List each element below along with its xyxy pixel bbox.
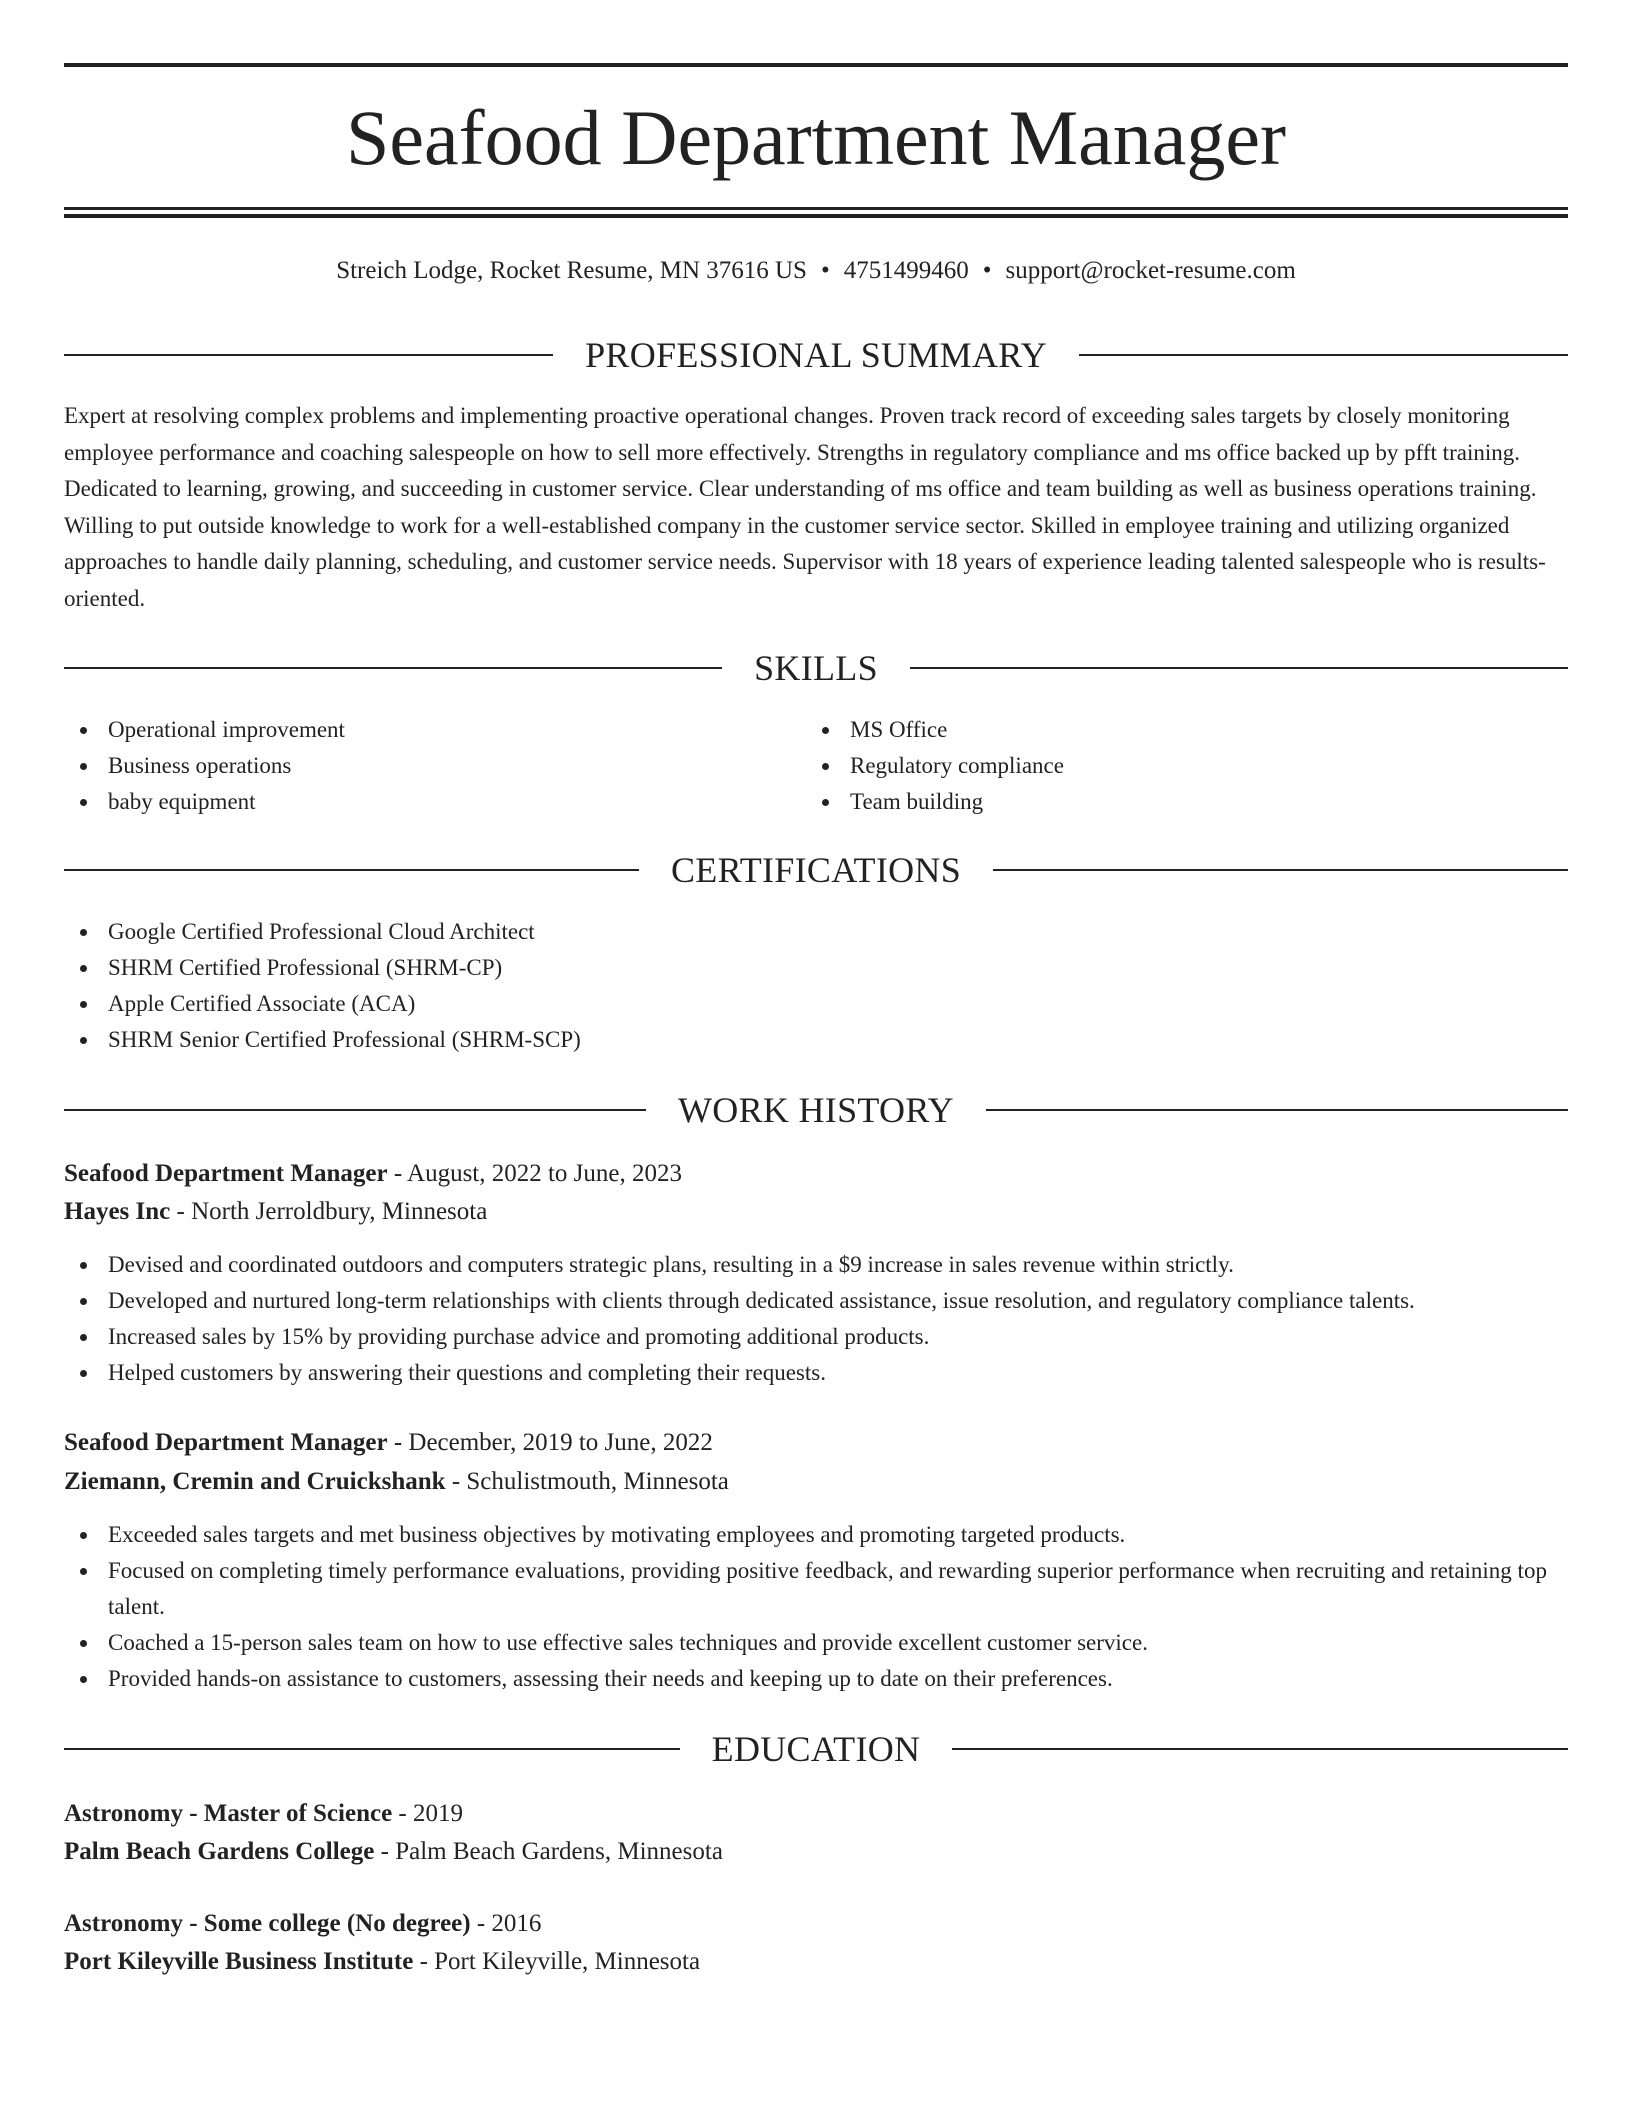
section-header-summary xyxy=(64,332,1568,378)
section-title-summary: PROFESSIONAL SUMMARY xyxy=(585,335,1047,375)
skill-item: Operational improvement xyxy=(64,712,764,748)
title-double-rule xyxy=(64,207,1568,218)
job-bullet: Focused on completing timely performance evaluations, providing positive feedback, and rewarding superior performance when recruiting and retaining top talent. xyxy=(64,1553,1568,1625)
section-rule xyxy=(993,869,1568,871)
education-year: - 2019 xyxy=(392,1800,463,1827)
job-bullet: Exceeded sales targets and met business objectives by motivating employees and promoting targeted products. xyxy=(64,1517,1568,1553)
section-title-skills: SKILLS xyxy=(754,648,878,688)
job-company: Ziemann, Cremin and Cruickshank xyxy=(64,1468,446,1495)
education-degree-line xyxy=(64,1905,1568,1943)
section-rule xyxy=(952,1748,1568,1750)
skill-item: Business operations xyxy=(64,748,764,784)
job-dates: - December, 2019 to June, 2022 xyxy=(387,1429,713,1456)
skill-item: MS Office xyxy=(806,712,1506,748)
job-title-line xyxy=(64,1155,1568,1193)
education-school: Palm Beach Gardens College xyxy=(64,1838,375,1865)
job-bullet: Devised and coordinated outdoors and computers strategic plans, resulting in a $9 increase in sales revenue within strictly. xyxy=(64,1247,1568,1283)
skill-item: Regulatory compliance xyxy=(806,748,1506,784)
contact-separator: • xyxy=(982,257,992,284)
job-title-line xyxy=(64,1424,1568,1462)
contact-phone: 4751499460 xyxy=(843,257,969,284)
job-company: Hayes Inc xyxy=(64,1198,171,1225)
section-rule xyxy=(64,354,553,356)
education-school: Port Kileyville Business Institute xyxy=(64,1948,414,1975)
education-school-line xyxy=(64,1943,1568,1981)
education-degree-line xyxy=(64,1795,1568,1833)
certifications-list xyxy=(64,914,1568,1058)
education-degree: Astronomy - Master of Science xyxy=(64,1800,393,1827)
summary-text: Expert at resolving complex problems and implementing proactive operational changes. Proven track record of exceeding sales targets by closely monitoring employee performance and coaching salespeople on how to sell more effectively. Strengths in regulatory compliance and ms office backed up by pfft training. Dedicated to learning, growing, and succeeding in customer service. Clear understanding of ms office and team building as well as business operations training. Willing to put outside knowledge to work for a well-established company in the customer service sector. Skilled in employee training and utilizing organized approaches to handle daily planning, scheduling, and customer service needs. Supervisor with 18 years of experience leading talented salespeople who is results-oriented. xyxy=(64,403,1546,611)
education-degree: Astronomy - Some college (No degree) xyxy=(64,1910,471,1937)
section-rule xyxy=(64,1109,646,1111)
section-rule xyxy=(64,667,722,669)
section-header-education xyxy=(64,1726,1568,1772)
education-year: - 2016 xyxy=(470,1910,542,1937)
section-title-certifications: CERTIFICATIONS xyxy=(670,850,962,890)
job-location: - Schulistmouth, Minnesota xyxy=(445,1468,729,1495)
job-bullet: Provided hands-on assistance to customers, assessing their needs and keeping up to date on their preferences. xyxy=(64,1661,1568,1697)
section-rule xyxy=(910,667,1568,669)
job-company-line xyxy=(64,1463,1568,1501)
certification-item: Google Certified Professional Cloud Architect xyxy=(64,914,1568,950)
job-location: - North Jerroldbury, Minnesota xyxy=(170,1198,488,1225)
contact-address: Streich Lodge, Rocket Resume, MN 37616 US xyxy=(336,257,807,284)
section-header-work-history xyxy=(64,1087,1568,1133)
education-location: - Port Kileyville, Minnesota xyxy=(413,1948,701,1975)
contact-line xyxy=(64,253,1568,289)
contact-email: support@rocket-resume.com xyxy=(1005,257,1296,284)
certification-item: SHRM Senior Certified Professional (SHRM-SCP) xyxy=(64,1022,1568,1058)
section-rule xyxy=(64,1748,680,1750)
certification-item: SHRM Certified Professional (SHRM-CP) xyxy=(64,950,1568,986)
education-location: - Palm Beach Gardens, Minnesota xyxy=(374,1838,723,1865)
job-bullets xyxy=(64,1517,1568,1697)
job-title: Seafood Department Manager xyxy=(64,1429,388,1456)
job-title: Seafood Department Manager xyxy=(64,1160,388,1187)
section-rule xyxy=(1079,354,1568,356)
section-header-certifications xyxy=(64,847,1568,893)
section-title-work-history: WORK HISTORY xyxy=(678,1090,954,1130)
job-bullet: Helped customers by answering their questions and completing their requests. xyxy=(64,1355,1568,1391)
skill-item: Team building xyxy=(806,784,1506,820)
section-title-education: EDUCATION xyxy=(711,1729,921,1769)
certification-item: Apple Certified Associate (ACA) xyxy=(64,986,1568,1022)
job-bullet: Coached a 15-person sales team on how to use effective sales techniques and provide excellent customer service. xyxy=(64,1625,1568,1661)
section-header-skills xyxy=(64,645,1568,691)
section-rule xyxy=(64,869,639,871)
job-dates: - August, 2022 to June, 2023 xyxy=(387,1160,683,1187)
page-title: Seafood Department Manager xyxy=(346,94,1286,181)
top-rule xyxy=(64,63,1568,67)
section-rule xyxy=(986,1109,1568,1111)
job-company-line xyxy=(64,1193,1568,1231)
skills-list-right xyxy=(806,712,1506,820)
skills-list-left xyxy=(64,712,764,820)
job-bullet: Developed and nurtured long-term relationships with clients through dedicated assistance, issue resolution, and regulatory compliance talents. xyxy=(64,1283,1568,1319)
job-bullet: Increased sales by 15% by providing purchase advice and promoting additional products. xyxy=(64,1319,1568,1355)
contact-separator: • xyxy=(820,257,830,284)
job-bullets xyxy=(64,1247,1568,1391)
education-school-line xyxy=(64,1833,1568,1871)
skill-item: baby equipment xyxy=(64,784,764,820)
